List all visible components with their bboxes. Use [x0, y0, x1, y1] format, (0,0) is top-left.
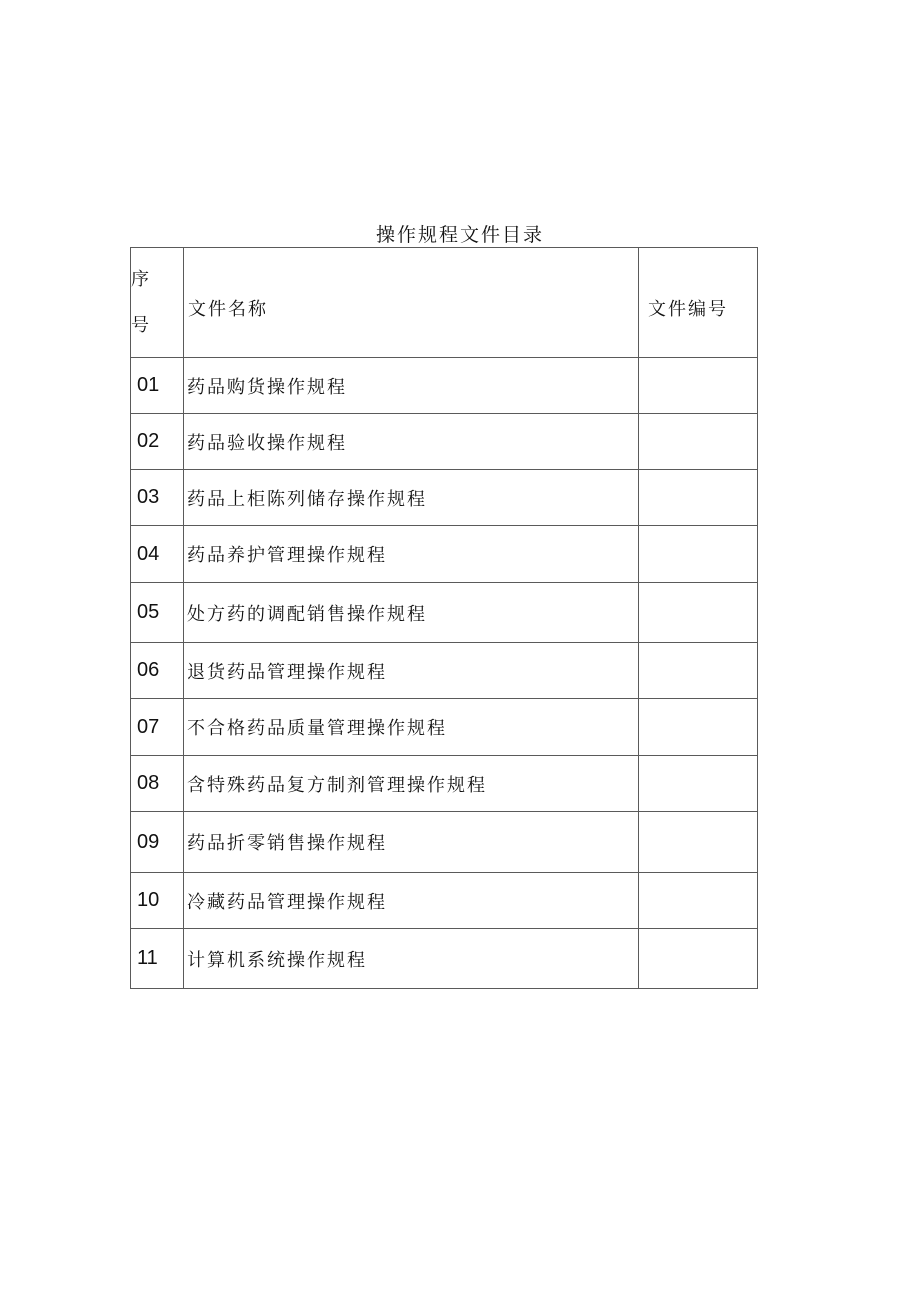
table-row [131, 358, 758, 414]
row-number: 03 [131, 470, 184, 526]
table-row [131, 583, 758, 643]
table-row [131, 756, 758, 812]
table-row [131, 526, 758, 583]
table-row [131, 643, 758, 699]
row-file-name: 药品养护管理操作规程 [184, 526, 639, 583]
document-title: 操作规程文件目录 [375, 224, 544, 246]
row-number: 07 [131, 699, 184, 756]
row-file-code [639, 873, 758, 929]
row-number: 08 [131, 756, 184, 812]
toc-table [130, 247, 758, 989]
row-number: 09 [131, 812, 184, 873]
row-file-name: 处方药的调配销售操作规程 [184, 583, 639, 643]
row-file-name: 退货药品管理操作规程 [184, 643, 639, 699]
row-number: 06 [131, 643, 184, 699]
table-row [131, 873, 758, 929]
row-number: 10 [131, 873, 184, 929]
row-file-code [639, 414, 758, 470]
row-file-name: 不合格药品质量管理操作规程 [184, 699, 639, 756]
row-file-name: 药品验收操作规程 [184, 414, 639, 470]
header-file-name: 文件名称 [184, 248, 639, 358]
header-serial-number [131, 248, 184, 358]
table-header-row [131, 248, 758, 358]
row-file-name: 药品折零销售操作规程 [184, 812, 639, 873]
table-row [131, 414, 758, 470]
row-number: 01 [131, 358, 184, 414]
row-file-code [639, 526, 758, 583]
row-number: 02 [131, 414, 184, 470]
row-file-name: 冷藏药品管理操作规程 [184, 873, 639, 929]
row-file-code [639, 929, 758, 989]
table-row [131, 812, 758, 873]
row-file-code [639, 756, 758, 812]
row-file-code [639, 699, 758, 756]
row-number: 11 [131, 929, 184, 989]
row-file-code [639, 358, 758, 414]
table-row [131, 699, 758, 756]
header-file-code: 文件编号 [639, 248, 758, 358]
row-file-code [639, 470, 758, 526]
row-file-code [639, 583, 758, 643]
row-number: 05 [131, 583, 184, 643]
row-file-code [639, 643, 758, 699]
row-file-code [639, 812, 758, 873]
header-serial-line1: 序 [131, 268, 150, 290]
row-file-name: 药品上柜陈列储存操作规程 [184, 470, 639, 526]
row-file-name: 含特殊药品复方制剂管理操作规程 [184, 756, 639, 812]
header-serial-line2: 号 [131, 314, 150, 336]
row-number: 04 [131, 526, 184, 583]
table-row [131, 929, 758, 989]
row-file-name: 药品购货操作规程 [184, 358, 639, 414]
row-file-name: 计算机系统操作规程 [184, 929, 639, 989]
table-row [131, 470, 758, 526]
